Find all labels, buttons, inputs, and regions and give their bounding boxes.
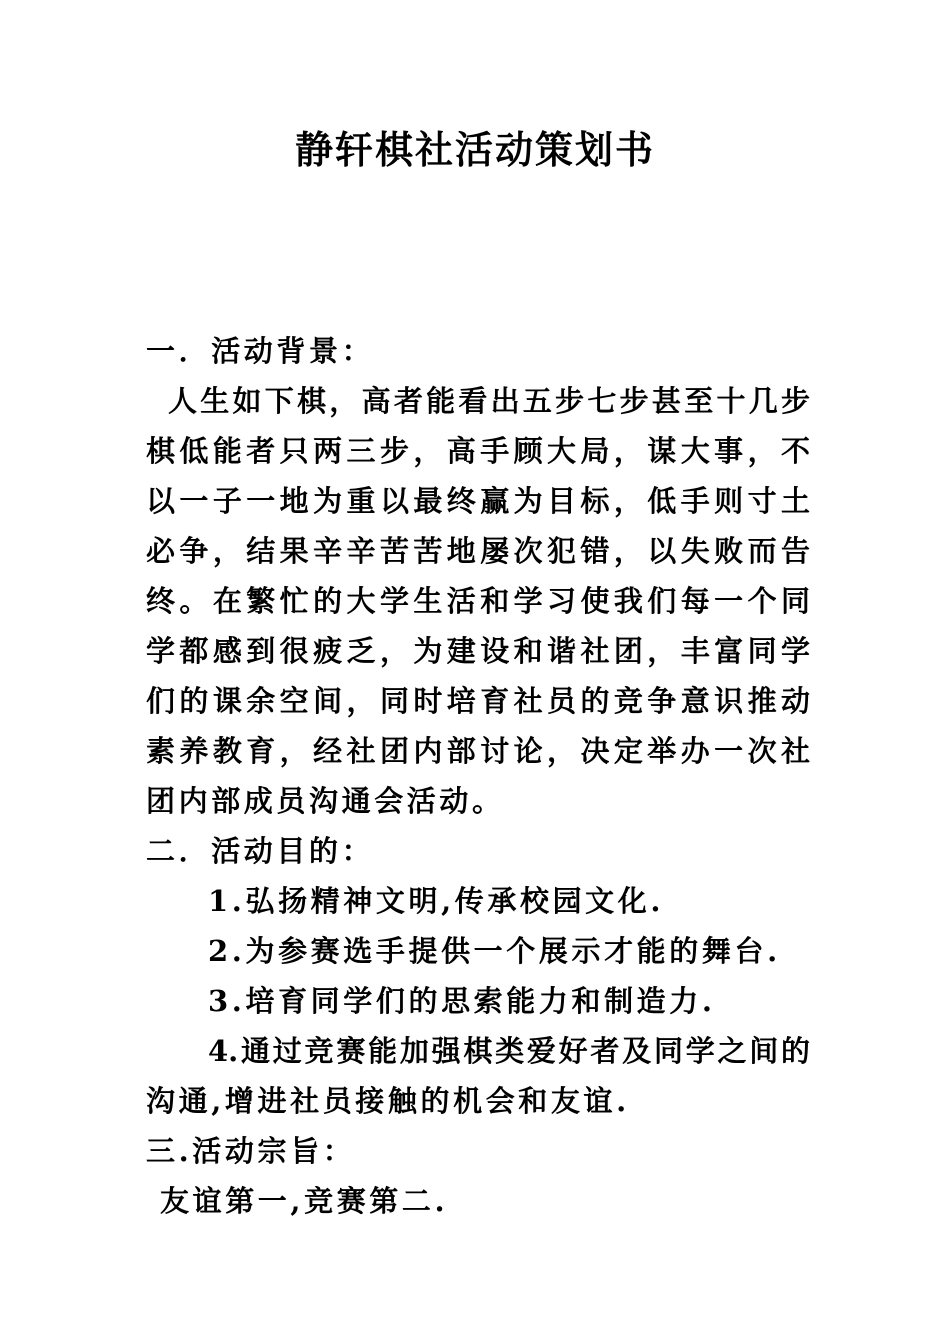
tenet-text: 友谊第一,竞赛第二.: [160, 1184, 449, 1218]
purpose-list-item: 4.通过竞赛能加强棋类爱好者及同学之间的: [208, 1034, 810, 1068]
background-paragraph-line: 终。在繁忙的大学生活和学习使我们每一个同: [146, 584, 810, 618]
background-paragraph-line: 棋低能者只两三步，高手顾大局，谋大事，不: [146, 434, 810, 468]
background-paragraph-line: 人生如下棋，高者能看出五步七步甚至十几步: [168, 384, 810, 418]
background-paragraph-line: 学都感到很疲乏，为建设和谐社团，丰富同学: [146, 634, 810, 668]
purpose-list-item-continuation: 沟通,增进社员接触的机会和友谊.: [146, 1084, 630, 1118]
section-heading-background: 一．活动背景：: [146, 334, 375, 368]
purpose-list-item: 2.为参赛选手提供一个展示才能的舞台.: [208, 934, 781, 968]
background-paragraph-line: 必争，结果辛辛苦苦地屡次犯错，以失败而告: [146, 534, 810, 568]
section-heading-purpose: 二．活动目的：: [146, 834, 375, 868]
document-body: [146, 326, 810, 1226]
section-heading-tenet: 三.活动宗旨：: [146, 1134, 356, 1168]
background-paragraph-line: 团内部成员沟通会活动。: [146, 784, 505, 818]
background-paragraph-line: 以一子一地为重以最终赢为目标，低手则寸土: [146, 484, 810, 518]
purpose-list-item: 3.培育同学们的思索能力和制造力.: [208, 984, 716, 1018]
background-paragraph-line: 素养教育，经社团内部讨论，决定举办一次社: [146, 734, 810, 768]
purpose-list-item: 1.弘扬精神文明,传承校园文化.: [208, 884, 665, 918]
background-paragraph-line: 们的课余空间，同时培育社员的竞争意识推动: [146, 684, 810, 718]
document-title: 静轩棋社活动策划书: [294, 127, 655, 172]
